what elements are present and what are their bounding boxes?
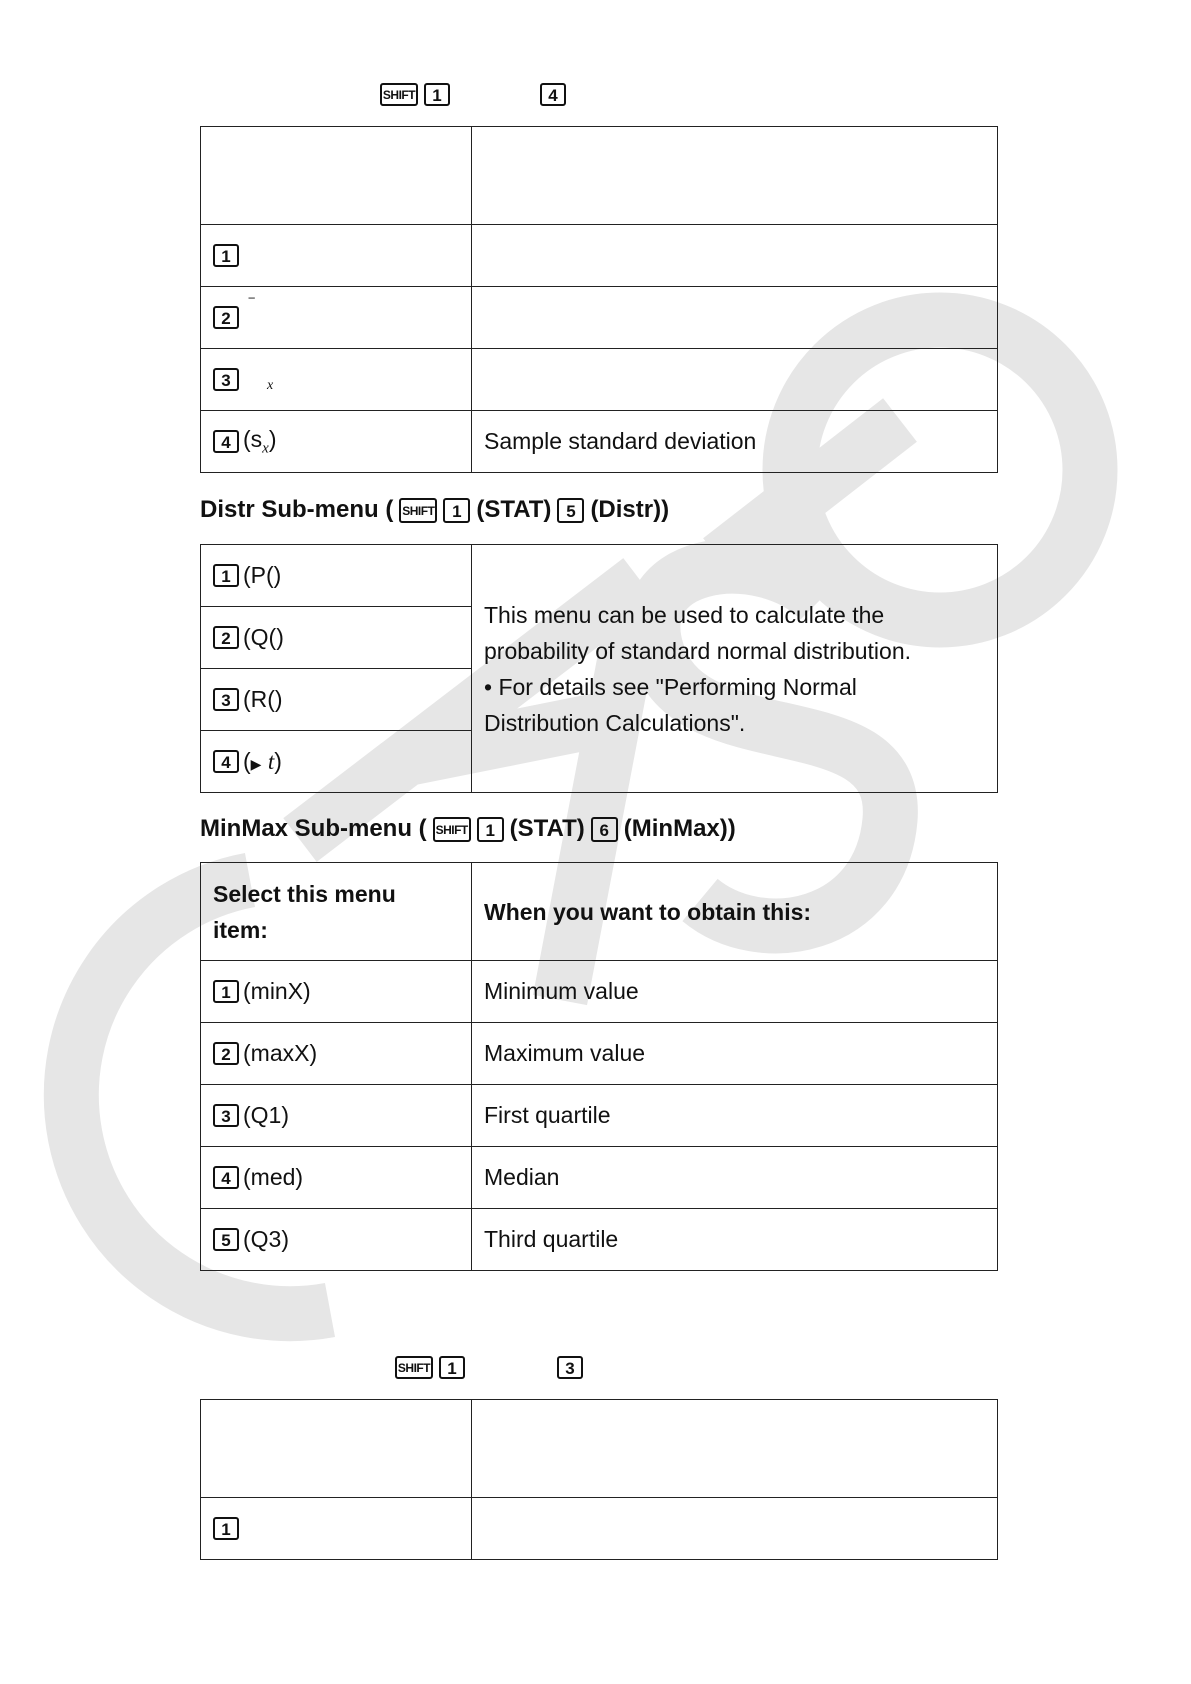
menu-item-cell — [201, 287, 472, 349]
subscript-x: x — [267, 377, 274, 393]
description-cell — [472, 1498, 998, 1560]
key-1: 1 — [213, 980, 239, 1003]
description-cell — [472, 225, 998, 287]
mean-bar-symbol: ‾ — [249, 296, 255, 314]
table-cell — [472, 127, 998, 225]
right-triangle-icon: ▶ — [250, 756, 262, 772]
key-1: 1 — [477, 817, 504, 842]
key-3: 3 — [213, 1104, 239, 1127]
table-row — [201, 411, 998, 473]
key-2: 2 — [213, 626, 239, 649]
table-header-row — [201, 127, 998, 225]
minmax-submenu-table — [200, 862, 998, 1271]
description-cell: First quartile — [472, 1085, 998, 1147]
menu-item-label: (P() — [243, 562, 282, 588]
shift-key: SHIFT — [433, 817, 471, 842]
menu-item-cell — [201, 349, 472, 411]
key-2: 2 — [213, 1042, 239, 1065]
description-line: This menu can be used to calculate the — [484, 601, 885, 628]
menu-item-cell — [201, 961, 472, 1023]
table-row — [201, 1023, 998, 1085]
description-cell — [472, 349, 998, 411]
menu-item-cell — [201, 1147, 472, 1209]
description-cell: Minimum value — [472, 961, 998, 1023]
table-row — [201, 1209, 998, 1271]
menu-item-cell — [201, 731, 472, 793]
key-4: 4 — [213, 750, 239, 773]
key-1: 1 — [439, 1356, 465, 1379]
menu-item-label: (Q1) — [243, 1102, 289, 1128]
var-submenu-key-sequence — [380, 83, 450, 106]
menu-item-label: (R() — [243, 686, 283, 712]
column-header: When you want to obtain this: — [472, 863, 998, 961]
key-1: 1 — [424, 83, 450, 106]
var-submenu-table — [200, 126, 998, 473]
menu-item-cell — [201, 411, 472, 473]
table-row — [201, 349, 998, 411]
menu-item-cell — [201, 1498, 472, 1560]
key-1: 1 — [443, 498, 470, 523]
table-header-row — [201, 1400, 998, 1498]
table-row — [201, 1147, 998, 1209]
key-1: 1 — [213, 1517, 239, 1540]
distr-description-cell — [472, 545, 998, 793]
description-cell: Third quartile — [472, 1209, 998, 1271]
menu-item-label: (▶ t) — [243, 748, 282, 774]
key-5: 5 — [213, 1228, 239, 1251]
column-header — [201, 863, 472, 961]
key-3: 3 — [557, 1356, 583, 1379]
var-submenu-key-4-wrap — [540, 83, 566, 106]
shift-key: SHIFT — [395, 1356, 433, 1379]
menu-item-cell — [201, 1023, 472, 1085]
minmax-submenu-heading: MinMax Sub-menu ( SHIFT 1 (STAT) 6 (MinMax)) — [200, 815, 736, 842]
menu-item-label: $(s_x)$ — [243, 425, 277, 457]
shift-key: SHIFT — [399, 498, 437, 523]
description-line: Distribution Calculations". — [484, 709, 746, 736]
table-row — [201, 1085, 998, 1147]
distr-submenu-heading: Distr Sub-menu ( SHIFT 1 (STAT) 5 (Distr)) — [200, 496, 670, 523]
description-cell: Sample standard deviation — [472, 411, 998, 473]
menu-item-label: (Q3) — [243, 1226, 289, 1252]
table-row — [201, 961, 998, 1023]
description-cell — [472, 287, 998, 349]
key-1: 1 — [213, 564, 239, 587]
key-3: 3 — [213, 688, 239, 711]
menu-item-label: (maxX) — [243, 1040, 318, 1066]
menu-item-cell — [201, 545, 472, 607]
menu-item-label: (med) — [243, 1164, 304, 1190]
table-cell — [472, 1400, 998, 1498]
header-line: Select this menu — [213, 880, 396, 907]
menu-item-cell — [201, 1085, 472, 1147]
lower-key-sequence — [395, 1356, 465, 1379]
key-1: 1 — [213, 244, 239, 267]
shift-key: SHIFT — [380, 83, 418, 106]
table-header-row — [201, 863, 998, 961]
menu-item-cell — [201, 225, 472, 287]
lower-key-3-wrap — [557, 1356, 583, 1379]
table-row — [201, 287, 998, 349]
key-4: 4 — [213, 430, 239, 453]
description-line: probability of standard normal distribution. — [484, 637, 912, 664]
description-cell: Median — [472, 1147, 998, 1209]
key-6: 6 — [591, 817, 618, 842]
menu-item-cell — [201, 1209, 472, 1271]
menu-item-cell — [201, 669, 472, 731]
key-4: 4 — [540, 83, 566, 106]
description-cell: Maximum value — [472, 1023, 998, 1085]
header-line: item: — [213, 916, 268, 943]
menu-item-cell — [201, 607, 472, 669]
distr-submenu-table — [200, 544, 998, 793]
table-cell — [201, 127, 472, 225]
description-line: • For details see "Performing Normal — [484, 673, 857, 700]
key-3: 3 — [213, 368, 239, 391]
key-5: 5 — [557, 498, 584, 523]
table-cell — [201, 1400, 472, 1498]
table-row — [201, 1498, 998, 1560]
lower-submenu-table — [200, 1399, 998, 1560]
key-4: 4 — [213, 1166, 239, 1189]
menu-item-label: (minX) — [243, 978, 311, 1004]
table-row — [201, 225, 998, 287]
key-2: 2 — [213, 306, 239, 329]
menu-item-label: (Q() — [243, 624, 284, 650]
table-row — [201, 545, 998, 607]
